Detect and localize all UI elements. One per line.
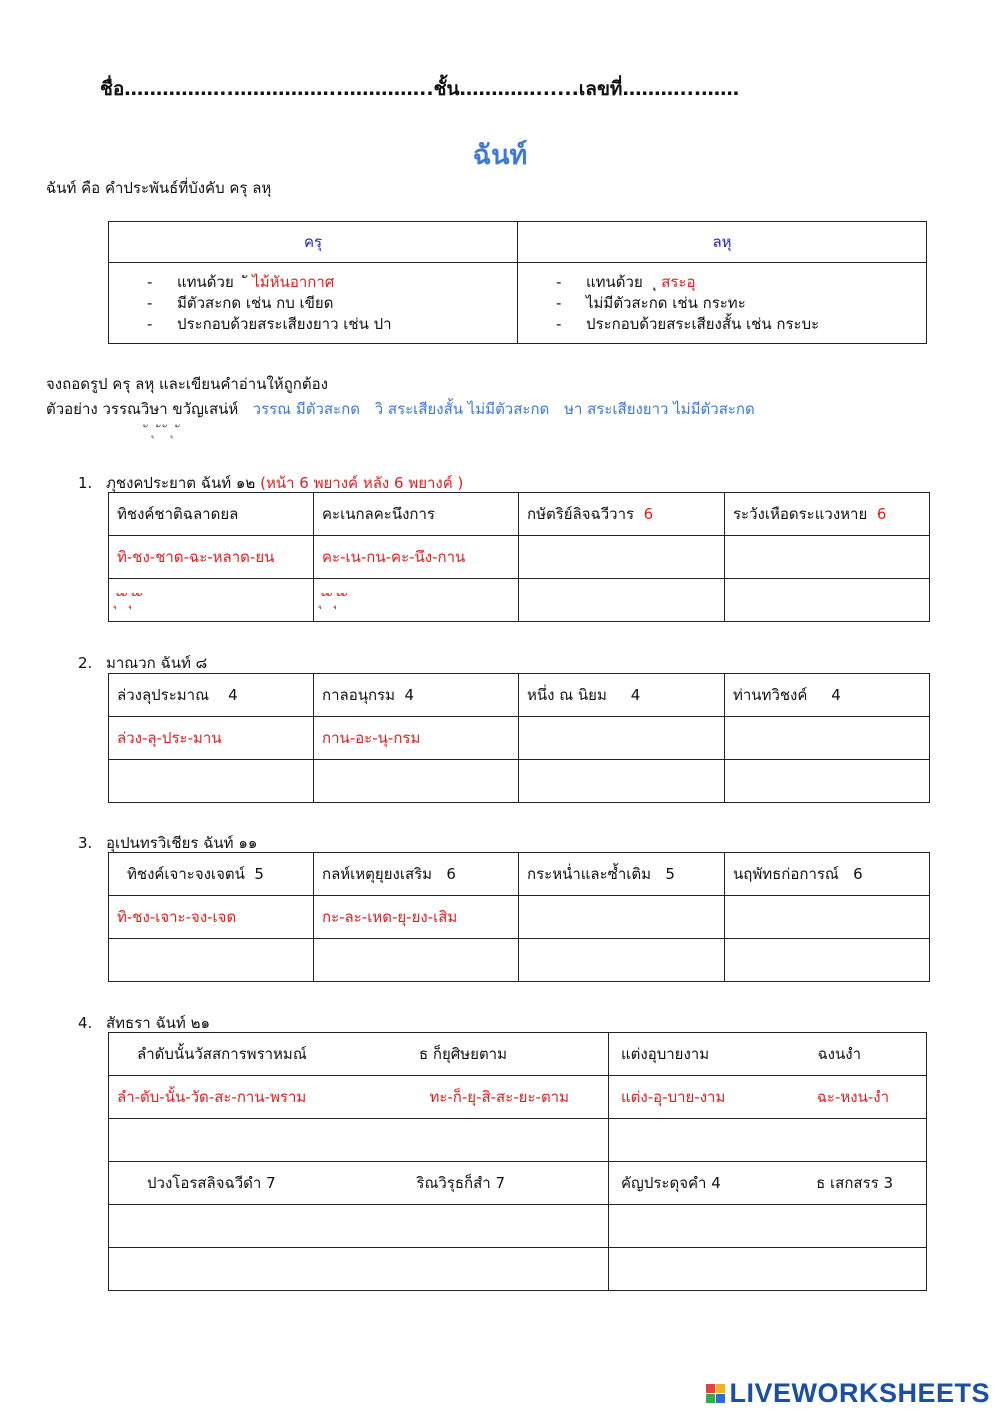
rule-item: - ประกอบด้วยสระเสียงยาว เช่น ปา <box>147 314 392 333</box>
section-4-table <box>108 1032 927 1291</box>
verse-cell: ระวังเหือดระแวงหาย 6 <box>725 493 930 536</box>
example-marks: ั ุ ั ั ุ ั <box>148 424 182 439</box>
answer-cell[interactable]: กาน-อะ-นุ-กรม <box>314 717 519 760</box>
mark-cell[interactable] <box>109 939 314 982</box>
mark-cell[interactable] <box>109 1248 609 1291</box>
section-2-table <box>108 673 930 803</box>
mark-cell[interactable] <box>725 939 930 982</box>
rule-item: - มีตัวสะกด เช่น กบ เขียด <box>147 293 334 312</box>
lahu-header: ลหุ <box>518 222 927 263</box>
mark-cell[interactable] <box>109 760 314 803</box>
logo-square-yellow <box>716 1384 725 1393</box>
verse-cell: ปวงโอรสลิจฉวีดำ 7 ริณวิรุธก็สำ 7 <box>109 1162 609 1205</box>
logo-square-blue <box>716 1394 725 1403</box>
verse-cell: หนึ่ง ณ นิยม 4 <box>519 674 725 717</box>
verse-cell: แต่งอุบายงาม ฉงนงำ <box>609 1033 927 1076</box>
intro-text: ฉันท์ คือ คำประพันธ์ที่บังคับ ครุ ลหุ <box>46 179 272 197</box>
verse-cell: กระหน่ำและซ้ำเติม 5 <box>519 853 725 896</box>
section-1-table <box>108 492 930 622</box>
mark-cell[interactable]: ุ ั ั ุ ั ั <box>314 579 519 622</box>
lahu-rules <box>518 263 927 344</box>
answer-cell[interactable]: แต่ง-อุ-บาย-งาม ฉะ-หงน-งำ <box>609 1076 927 1119</box>
verse-cell: คัญประดุจคำ 4 ธ เสกสรร 3 <box>609 1162 927 1205</box>
mark-cell[interactable] <box>725 760 930 803</box>
answer-cell[interactable]: ทิ-ชง-ชาด-ฉะ-หลาด-ยน <box>109 536 314 579</box>
verse-cell: คะเนกลคะนึงการ <box>314 493 519 536</box>
section-3-table <box>108 852 930 982</box>
answer-cell[interactable] <box>609 1205 927 1248</box>
logo-text: LIVEWORKSHEETS <box>729 1378 990 1408</box>
verse-cell: กาลอนุกรม 4 <box>314 674 519 717</box>
answer-cell[interactable] <box>725 717 930 760</box>
answer-cell[interactable]: คะ-เน-กน-คะ-นึง-กาน <box>314 536 519 579</box>
mark-cell[interactable] <box>609 1248 927 1291</box>
verse-cell: กลห์เหตุยุยงเสริม 6 <box>314 853 519 896</box>
section-4-title: 4. สัทธรา ฉันท์ ๒๑ <box>78 1014 210 1032</box>
answer-cell[interactable] <box>519 896 725 939</box>
section-1-title: 1. ภุชงคประยาต ฉันท์ ๑๒ (หน้า 6 พยางค์ หลัง 6 พยางค์ ) <box>78 474 464 492</box>
logo-square-red <box>706 1384 715 1393</box>
answer-cell[interactable] <box>725 536 930 579</box>
verse-cell: ล่วงลุประมาณ 4 <box>109 674 314 717</box>
mark-cell[interactable] <box>725 579 930 622</box>
verse-cell: ทิชงค์ชาติฉลาดยล <box>109 493 314 536</box>
rule-item: - ไม่มีตัวสะกด เช่น กระทะ <box>556 293 746 312</box>
liveworksheets-logo <box>706 1378 990 1409</box>
khru-lahu-table <box>108 221 927 344</box>
section-3-title: 3. อุเปนทรวิเชียร ฉันท์ ๑๑ <box>78 834 258 852</box>
answer-cell[interactable]: กะ-ละ-เหด-ยุ-ยง-เสิม <box>314 896 519 939</box>
answer-cell[interactable]: ทิ-ชง-เจาะ-จง-เจด <box>109 896 314 939</box>
instructions: จงถอดรูป ครุ ลหุ และเขียนคำอ่านให้ถูกต้อง <box>46 375 328 393</box>
answer-cell[interactable]: ล่วง-ลุ-ประ-มาน <box>109 717 314 760</box>
liveworksheets-icon <box>706 1384 725 1403</box>
example-line: ตัวอย่าง วรรณวิษา ขวัญเสน่ห์ วรรณ มีตัวสะกด วิ สระเสียงสั้น ไม่มีตัวสะกด ษา สระเสียงยาว ไม่มีตัวสะกด <box>46 400 755 418</box>
answer-cell[interactable]: ลำ-ดับ-นั้น-วัด-สะ-กาน-พราม ทะ-ก็-ยุ-สิ-สะ-ยะ-ตาม <box>109 1076 609 1119</box>
khru-rules <box>109 263 518 344</box>
mark-cell[interactable] <box>519 939 725 982</box>
mark-cell[interactable]: ุ ั ั ุ ั ั <box>109 579 314 622</box>
verse-cell: ท่านทวิชงค์ 4 <box>725 674 930 717</box>
rule-item: - ประกอบด้วยสระเสียงสั้น เช่น กระบะ <box>556 314 820 333</box>
mark-cell[interactable] <box>609 1119 927 1162</box>
logo-square-green <box>706 1394 715 1403</box>
section-2-title: 2. มาณวก ฉันท์ ๘ <box>78 654 208 672</box>
rule-item: - แทนด้วย ั ไม้หันอากาศ <box>147 272 335 291</box>
verse-cell: กษัตริย์ลิจฉวีวาร 6 <box>519 493 725 536</box>
khru-header: ครุ <box>109 222 518 263</box>
answer-cell[interactable] <box>109 1205 609 1248</box>
student-info-line: ชื่อ……………..……………..…………..ชั้น…………......เลขที่………...…… <box>100 78 740 100</box>
verse-cell: นฤพัทธก่อการณ์ 6 <box>725 853 930 896</box>
answer-cell[interactable] <box>519 717 725 760</box>
mark-cell[interactable] <box>314 760 519 803</box>
rule-item: - แทนด้วย ุ สระอุ <box>556 272 696 291</box>
answer-cell[interactable] <box>725 896 930 939</box>
mark-cell[interactable] <box>519 760 725 803</box>
verse-cell: ทิชงค์เจาะจงเจตน์ 5 <box>109 853 314 896</box>
mark-cell[interactable] <box>314 939 519 982</box>
page-title: ฉันท์ <box>472 140 528 171</box>
verse-cell: ลำดับนั้นวัสสการพราหมณ์ ธ ก็ยุศิษยตาม <box>109 1033 609 1076</box>
answer-cell[interactable] <box>519 536 725 579</box>
mark-cell[interactable] <box>519 579 725 622</box>
mark-cell[interactable] <box>109 1119 609 1162</box>
